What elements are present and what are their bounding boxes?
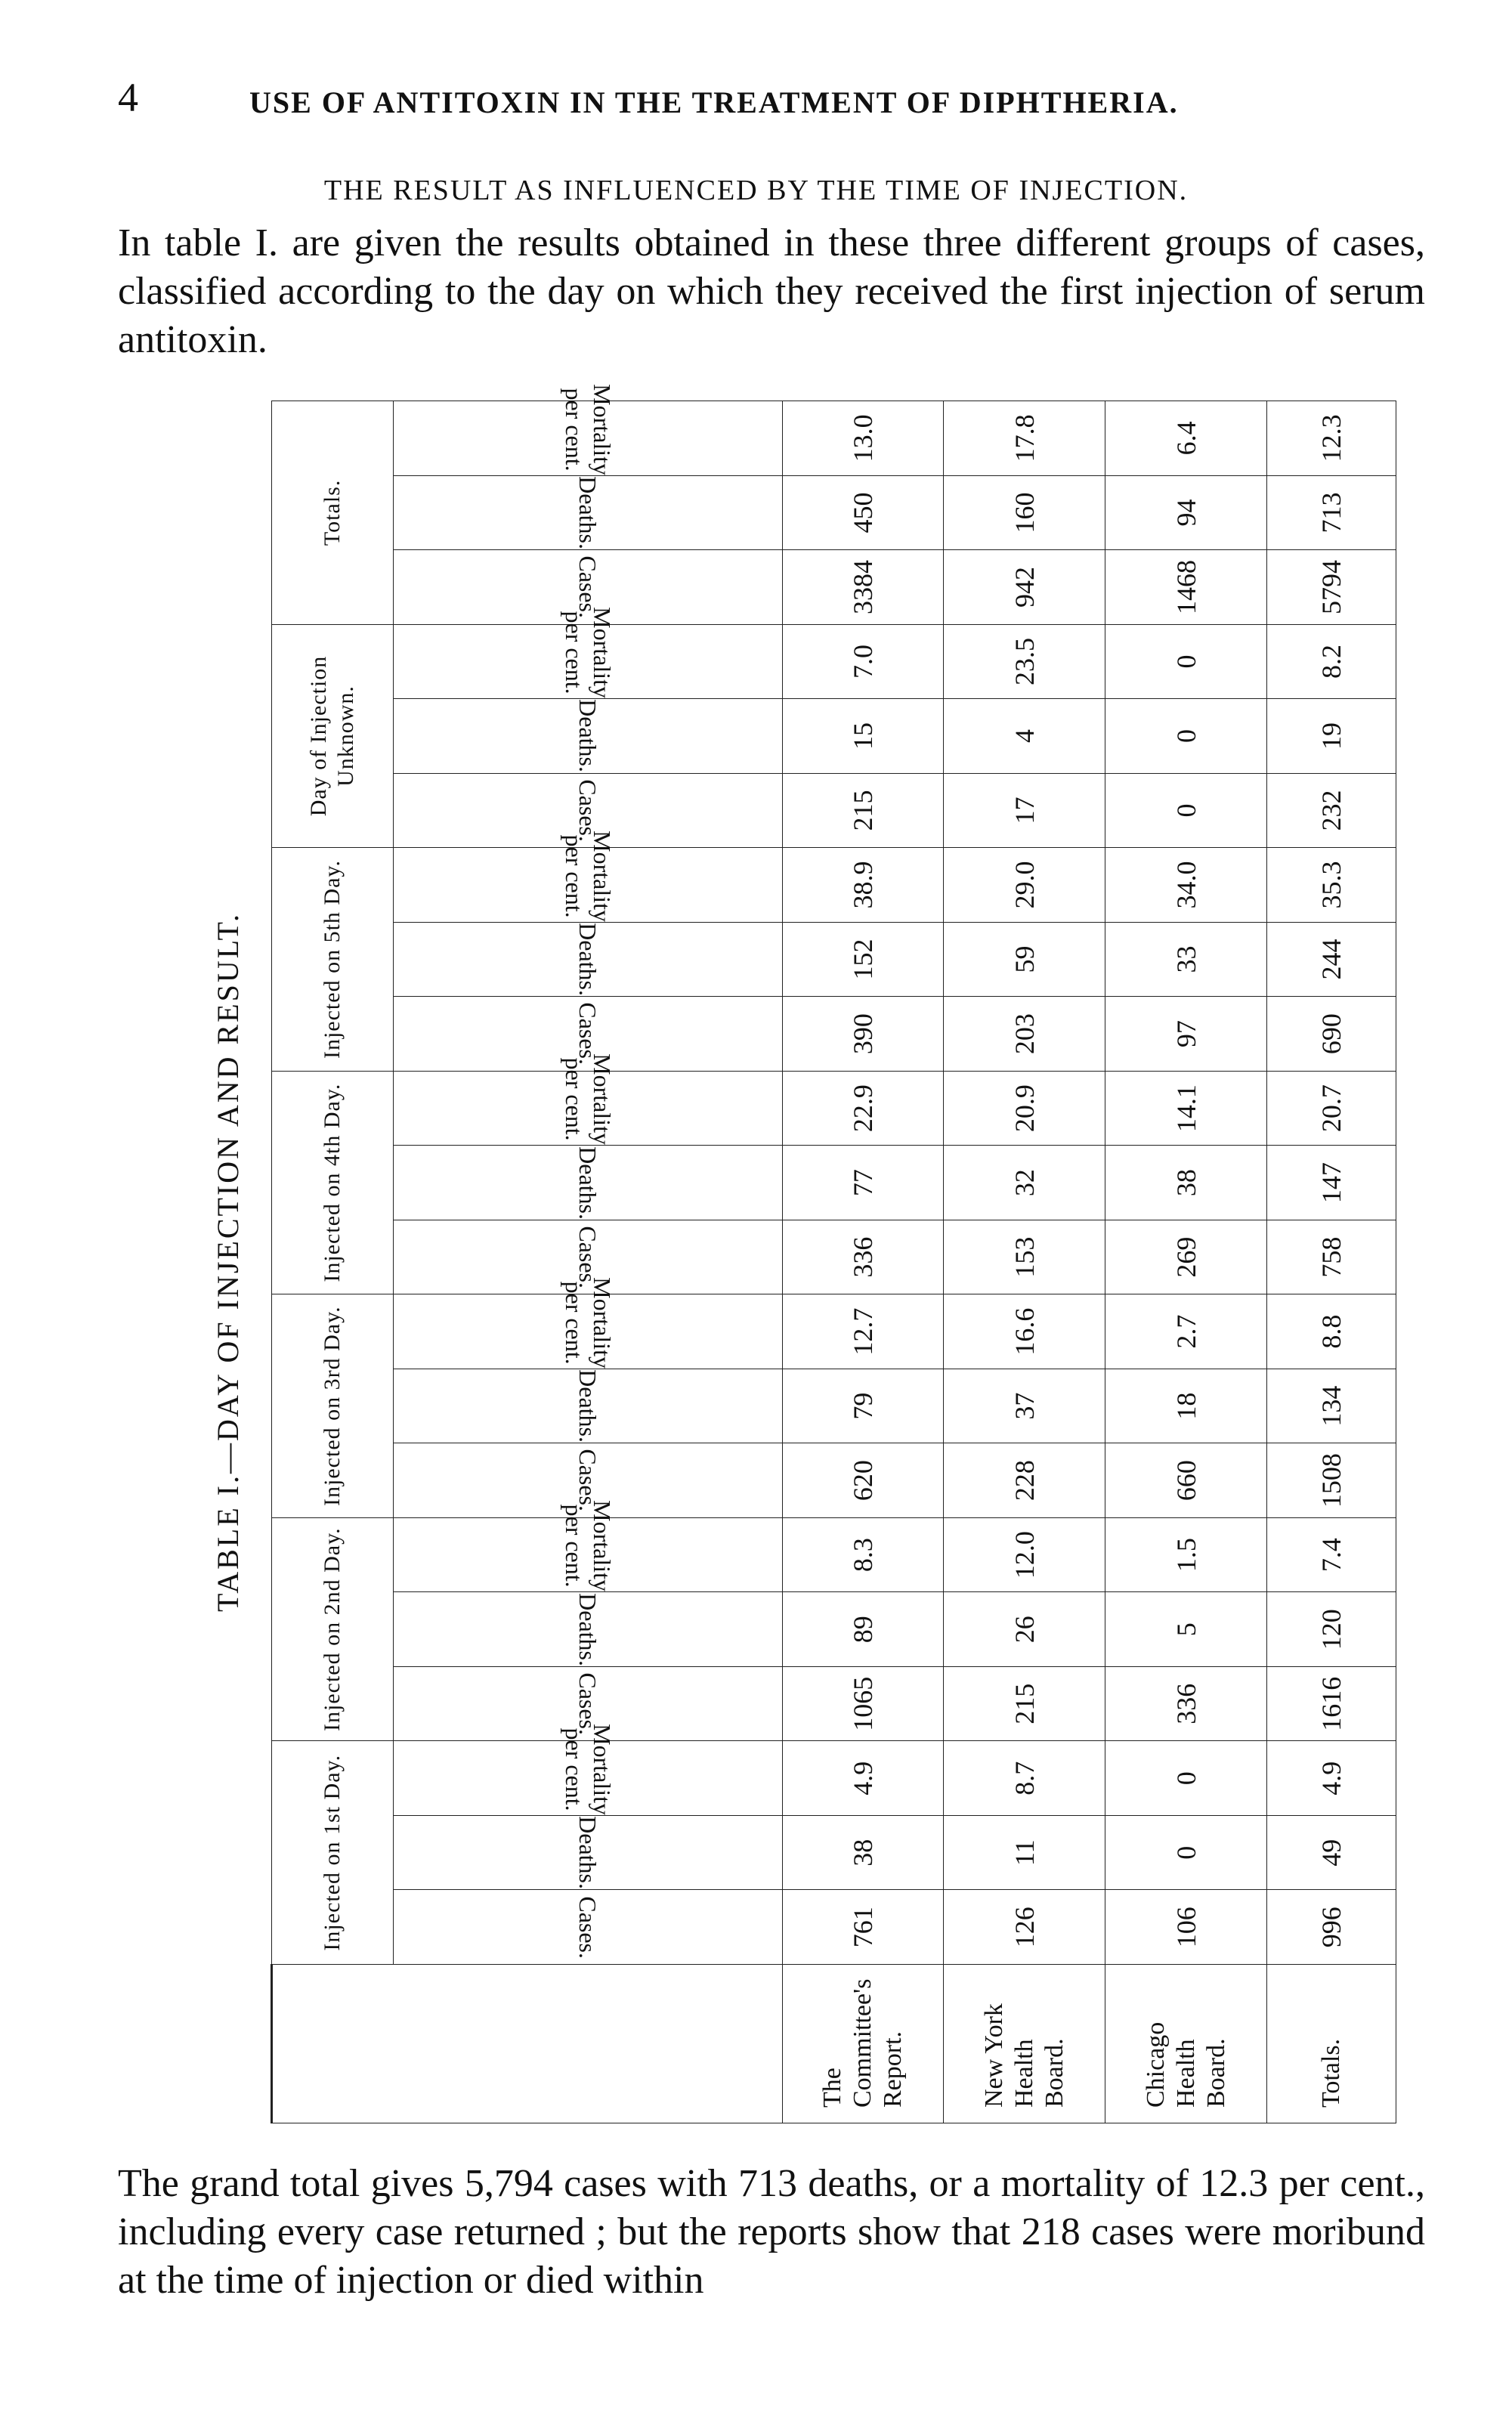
table-cell: 996: [1266, 1890, 1396, 1965]
table-cell: 390: [782, 997, 944, 1072]
table-cell: 33: [1105, 922, 1267, 997]
table-cell: 336: [782, 1220, 944, 1294]
table-cell: 0: [1105, 699, 1267, 774]
table-cell: 0: [1105, 624, 1267, 699]
table-cell: 94: [1105, 475, 1267, 550]
table-body: [782, 401, 1396, 2123]
table-cell: 244: [1266, 922, 1396, 997]
table-cell: 3384: [782, 550, 944, 625]
table-cell: 79: [782, 1369, 944, 1443]
subheader-mortality: [394, 1277, 782, 1369]
table-cell: 8.2: [1266, 624, 1396, 699]
group-header: Injected on 1st Day.: [272, 1741, 394, 1965]
row-label: The Committee's Report.: [782, 1965, 944, 2123]
table-cell: 77: [782, 1146, 944, 1220]
subheader-mortality: [394, 1500, 782, 1592]
table-cell: 8.7: [944, 1741, 1105, 1816]
page-number: 4: [118, 75, 138, 120]
table-cell: 660: [1105, 1443, 1267, 1518]
table-row: [1266, 401, 1396, 2123]
subheader-label: Cases.: [574, 1226, 602, 1288]
table-cell: 450: [782, 475, 944, 550]
table-caption: TABLE I.—DAY OF INJECTION AND RESULT.: [211, 912, 245, 1612]
table-cell: 147: [1266, 1146, 1396, 1220]
table-cell: 38: [1105, 1146, 1267, 1220]
subheader-deaths: [394, 1592, 782, 1667]
subheader-deaths: [394, 699, 782, 774]
table-cell: 203: [944, 997, 1105, 1072]
subheader-deaths: [394, 1815, 782, 1890]
subheader-deaths: [394, 1369, 782, 1443]
table-cell: 19: [1266, 699, 1396, 774]
subheader-label: Cases.: [574, 555, 602, 619]
subheader-mortality: [394, 1724, 782, 1816]
running-title: USE OF ANTITOXIN IN THE TREATMENT OF DIPHTHERIA.: [249, 85, 1179, 119]
table-cell: 1468: [1105, 550, 1267, 625]
table-cell: 1.5: [1105, 1517, 1267, 1592]
table-cell: 34.0: [1105, 848, 1267, 923]
table-cell: 13.0: [782, 401, 944, 476]
subheader-cases: [394, 550, 782, 625]
table-cell: 2.7: [1105, 1294, 1267, 1369]
subheader-label: Deaths.: [574, 1816, 602, 1890]
table-cell: 12.3: [1266, 401, 1396, 476]
group-header-row: [272, 401, 394, 2123]
table-cell: 22.9: [782, 1071, 944, 1146]
table-cell: 0: [1105, 773, 1267, 848]
table-cell: 5794: [1266, 550, 1396, 625]
table-cell: 761: [782, 1890, 944, 1965]
table-cell: 12.0: [944, 1517, 1105, 1592]
group-header: Totals.: [272, 401, 394, 625]
table-cell: 29.0: [944, 848, 1105, 923]
table-row: [944, 401, 1105, 2123]
intro-paragraph: In table I. are given the results obtained in these three different groups of cases, classified according to the day on which they received the first injection of serum antitoxin.: [118, 221, 1425, 361]
row-label: Totals.: [1266, 1965, 1396, 2123]
table-cell: 97: [1105, 997, 1267, 1072]
row-label: New York Health Board.: [944, 1965, 1105, 2123]
table-cell: 232: [1266, 773, 1396, 848]
table-cell: 12.7: [782, 1294, 944, 1369]
table-cell: 269: [1105, 1220, 1267, 1294]
subheader-label: Mortality per cent.: [560, 1277, 616, 1369]
group-header: Injected on 4th Day.: [272, 1071, 394, 1294]
subheader-cases: [394, 1443, 782, 1518]
table-cell: 32: [944, 1146, 1105, 1220]
table-cell: 37: [944, 1369, 1105, 1443]
table-cell: 15: [782, 699, 944, 774]
group-header: Injected on 5th Day.: [272, 848, 394, 1072]
table-cell: 153: [944, 1220, 1105, 1294]
subheader-label: Mortality per cent.: [560, 383, 616, 475]
table-cell: 23.5: [944, 624, 1105, 699]
subheader-label: Mortality per cent.: [560, 1053, 616, 1146]
table-cell: 942: [944, 550, 1105, 625]
table-cell: 758: [1266, 1220, 1396, 1294]
subheader-cases: [394, 1666, 782, 1741]
table-cell: 1065: [782, 1666, 944, 1741]
closing-paragraph: The grand total gives 5,794 cases with 713 deaths, or a mortality of 12.3 per cent., including every case returned ; but the reports show that 218 cases were moribund at the time of injection or died within: [118, 2162, 1425, 2302]
subheader-row: [394, 401, 782, 2123]
subheader-label: Deaths.: [574, 1592, 602, 1666]
subheader-label: Cases.: [574, 1672, 602, 1736]
table-container: [198, 383, 1399, 2123]
table-cell: 89: [782, 1592, 944, 1667]
table-cell: 215: [782, 773, 944, 848]
table-cell: 7.0: [782, 624, 944, 699]
table-cell: 0: [1105, 1741, 1267, 1816]
table-cell: 38.9: [782, 848, 944, 923]
table-cell: 20.9: [944, 1071, 1105, 1146]
table-cell: 4.9: [782, 1741, 944, 1816]
subheader-label: Deaths.: [574, 923, 602, 996]
subheader-cases: [394, 1890, 782, 1965]
subheader-label: Cases.: [574, 1449, 602, 1512]
subheader-label: Cases.: [574, 1002, 602, 1066]
table-cell: 134: [1266, 1369, 1396, 1443]
row-label: Chicago Health Board.: [1105, 1965, 1267, 2123]
section-heading: THE RESULT AS INFLUENCED BY THE TIME OF INJECTION.: [323, 175, 1189, 206]
subheader-label: Cases.: [574, 1895, 602, 1959]
table-cell: 49: [1266, 1815, 1396, 1890]
table-cell: 35.3: [1266, 848, 1396, 923]
table-row: [1105, 401, 1267, 2123]
table-cell: 690: [1266, 997, 1396, 1072]
subheader-label: Deaths.: [574, 476, 602, 549]
subheader-cases: [394, 773, 782, 848]
subheader-cases: [394, 997, 782, 1072]
table-cell: 17.8: [944, 401, 1105, 476]
table-cell: 5: [1105, 1592, 1267, 1667]
table-cell: 126: [944, 1890, 1105, 1965]
table-cell: 106: [1105, 1890, 1267, 1965]
table-cell: 152: [782, 922, 944, 997]
table-cell: 59: [944, 922, 1105, 997]
subheader-deaths: [394, 922, 782, 997]
table-cell: 16.6: [944, 1294, 1105, 1369]
subheader-label: Deaths.: [574, 1369, 602, 1443]
table-corner: [272, 1965, 783, 2123]
subheader-mortality: [394, 607, 782, 699]
table-cell: 120: [1266, 1592, 1396, 1667]
subheader-mortality: [394, 830, 782, 923]
subheader-deaths: [394, 475, 782, 550]
subheader-cases: [394, 1220, 782, 1294]
table-cell: 620: [782, 1443, 944, 1518]
table-cell: 14.1: [1105, 1071, 1267, 1146]
subheader-label: Mortality per cent.: [560, 830, 616, 922]
injection-result-table: [271, 383, 1396, 2123]
subheader-label: Mortality per cent.: [560, 1500, 616, 1592]
table-cell: 1616: [1266, 1666, 1396, 1741]
table-cell: 26: [944, 1592, 1105, 1667]
table-cell: 228: [944, 1443, 1105, 1518]
table-cell: 4.9: [1266, 1741, 1396, 1816]
subheader-mortality: [394, 383, 782, 476]
table-cell: 1508: [1266, 1443, 1396, 1518]
subheader-label: Deaths.: [574, 699, 602, 773]
table-cell: 7.4: [1266, 1517, 1396, 1592]
table-cell: 8.3: [782, 1517, 944, 1592]
table-cell: 18: [1105, 1369, 1267, 1443]
subheader-deaths: [394, 1146, 782, 1220]
table-cell: 17: [944, 773, 1105, 848]
group-header: Injected on 3rd Day.: [272, 1294, 394, 1518]
table-cell: 713: [1266, 475, 1396, 550]
table-cell: 0: [1105, 1815, 1267, 1890]
table-cell: 38: [782, 1815, 944, 1890]
group-header: Injected on 2nd Day.: [272, 1517, 394, 1741]
table-cell: 160: [944, 475, 1105, 550]
table-cell: 11: [944, 1815, 1105, 1890]
subheader-label: Mortality per cent.: [560, 1724, 616, 1815]
table-cell: 8.8: [1266, 1294, 1396, 1369]
table-cell: 4: [944, 699, 1105, 774]
table-cell: 215: [944, 1666, 1105, 1741]
table-cell: 336: [1105, 1666, 1267, 1741]
table-cell: 6.4: [1105, 401, 1267, 476]
table-row: [782, 401, 944, 2123]
subheader-label: Cases.: [574, 779, 602, 842]
subheader-label: Mortality per cent.: [560, 607, 616, 699]
rotated-table: [198, 383, 1399, 2123]
table-cell: 20.7: [1266, 1071, 1396, 1146]
group-header: Day of Injection Unknown.: [272, 624, 394, 848]
subheader-label: Deaths.: [574, 1146, 602, 1220]
subheader-mortality: [394, 1053, 782, 1146]
